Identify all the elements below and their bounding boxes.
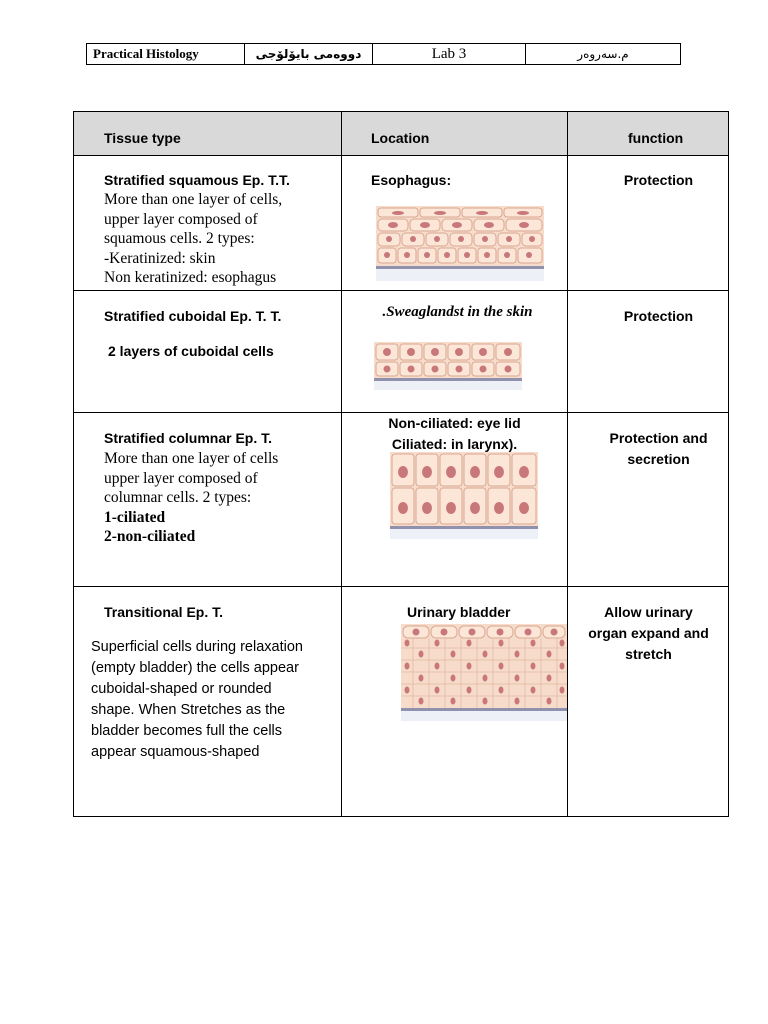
location-text: Urinary bladder [407,604,511,620]
squamous-epithelium-illustration [376,206,544,282]
function-text: Protection and secretion [609,430,708,467]
location-text: .Sweaglandst in the skin [382,304,533,320]
transitional-epithelium-illustration [401,624,567,722]
course-name: Practical Histology [87,44,245,65]
tissue-title: Stratified cuboidal Ep. T. T. [104,308,282,324]
tissue-table [73,111,729,817]
tissue-description: Superficial cells during relaxation (empty bladder) the cells appear cuboidal-shaped or rounded shape. When Stretches as the bladder becomes full the cells appear squamous-shaped [91,639,303,760]
tissue-title: Transitional Ep. T. [104,604,224,620]
department-name: دووەمی بایۆلۆجی [245,44,373,65]
tissue-title: Stratified squamous Ep. T.T. [104,172,290,188]
function-text: Protection [623,308,694,324]
location-text: Non-ciliated: eye lid Ciliated: in larynx). [388,415,521,452]
col-header-location: Location [371,130,430,146]
lab-number: Lab 3 [373,44,526,65]
location-text: Esophagus: [371,172,452,188]
tissue-description: More than one layer of cells, upper layer composed of squamous cells. 2 types: -Keratinized: skin Non keratinized: esophagus [104,191,283,286]
tissue-description: 2 layers of cuboidal cells [108,343,274,359]
header-table [86,43,681,65]
tissue-title: Stratified columnar Ep. T. [104,430,273,446]
teacher-name: م.سەروەر [526,44,681,65]
function-text: Allow urinary organ expand and stretch [588,604,709,662]
columnar-epithelium-illustration [390,452,538,540]
tissue-description: More than one layer of cells upper layer composed of columnar cells. 2 types: 1-ciliated 2-non-ciliated [104,450,279,545]
col-header-tissue: Tissue type [104,130,181,146]
function-text: Protection [623,172,694,188]
col-header-function: function [628,130,684,146]
cuboidal-epithelium-illustration [374,342,522,390]
